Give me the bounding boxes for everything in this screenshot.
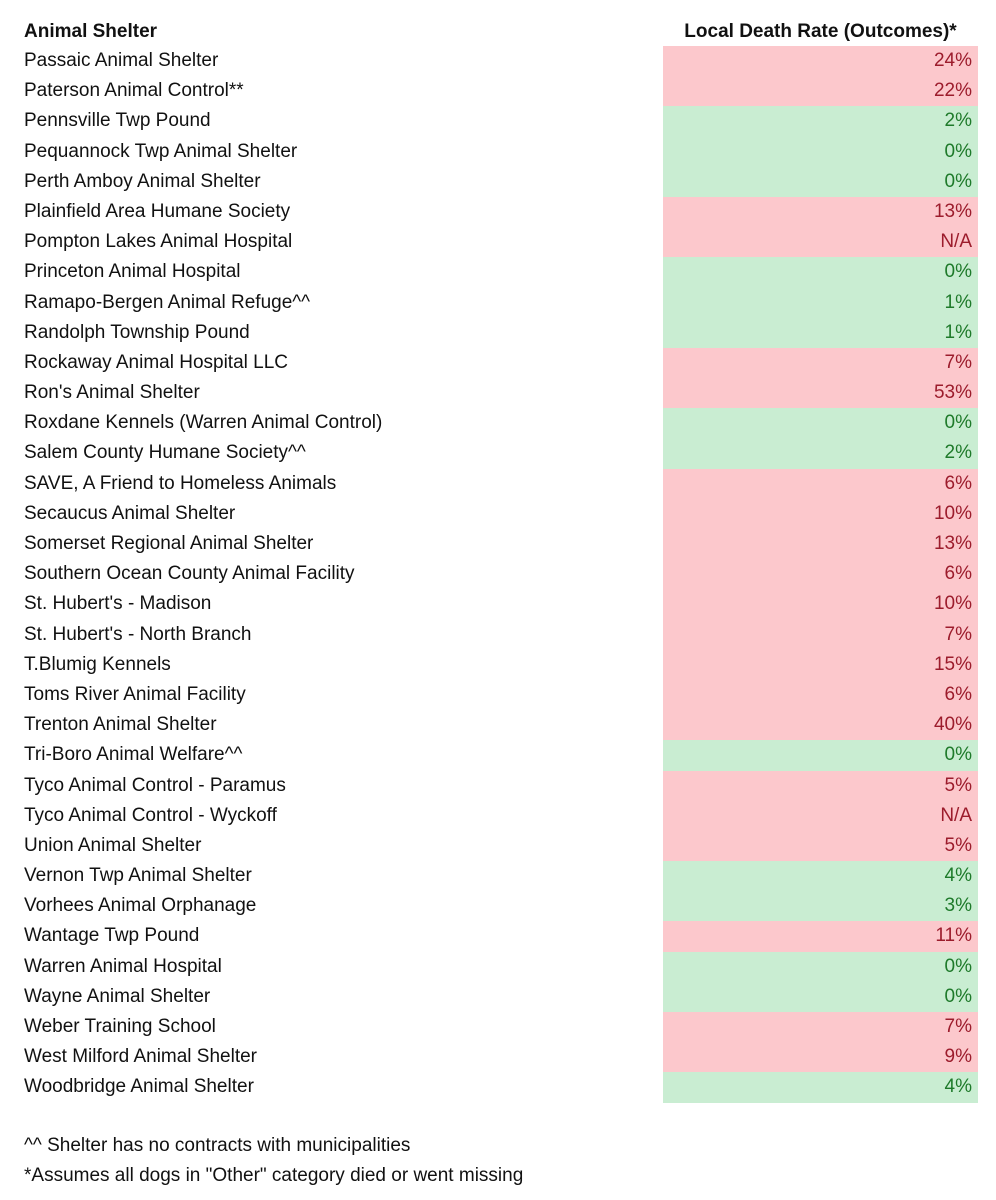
death-rate-cell: 4%: [663, 861, 978, 891]
shelter-name: West Milford Animal Shelter: [24, 1046, 258, 1068]
death-rate-cell: 40%: [663, 710, 978, 740]
death-rate-cell: 13%: [663, 529, 978, 559]
shelter-name: Somerset Regional Animal Shelter: [24, 533, 314, 554]
death-rate-cell: 15%: [663, 650, 978, 680]
shelter-name: Tri-Boro Animal Welfare^^: [24, 744, 243, 766]
shelter-name: Trenton Animal Shelter: [24, 714, 217, 736]
death-rate-cell: 10%: [663, 499, 978, 529]
column-header-animal-shelter: Animal Shelter: [24, 21, 158, 42]
shelter-name: Vernon Twp Animal Shelter: [24, 865, 252, 887]
table-row: [0, 318, 996, 348]
shelter-name: Randolph Township Pound: [24, 321, 250, 343]
table-row: [0, 46, 996, 76]
death-rate-cell: 0%: [663, 257, 978, 287]
shelter-name: Pennsville Twp Pound: [24, 110, 211, 132]
table-row: [0, 227, 996, 257]
death-rate-cell: 24%: [663, 46, 978, 76]
death-rate-cell: 7%: [663, 1012, 978, 1042]
shelter-name: Weber Training School: [24, 1016, 216, 1037]
death-rate-cell: 0%: [663, 952, 978, 982]
footnote-other-category: *Assumes all dogs in "Other" category died or went missing: [24, 1165, 524, 1186]
shelter-name: Roxdane Kennels (Warren Animal Control): [24, 412, 383, 434]
table-row: [0, 952, 996, 982]
shelter-name: Tyco Animal Control - Wyckoff: [24, 804, 277, 826]
table-row: [0, 438, 996, 468]
shelter-name: St. Hubert's - Madison: [24, 593, 212, 615]
death-rate-cell: 0%: [663, 137, 978, 167]
table-row: [0, 469, 996, 499]
death-rate-cell: 1%: [663, 318, 978, 348]
shelter-name: Secaucus Animal Shelter: [24, 502, 236, 524]
death-rate-cell: 11%: [663, 921, 978, 951]
death-rate-cell: 0%: [663, 740, 978, 770]
death-rate-cell: 10%: [663, 589, 978, 619]
table-row: [0, 348, 996, 378]
shelter-name: Southern Ocean County Animal Facility: [24, 563, 355, 585]
table-row: [0, 740, 996, 770]
shelter-name: Wantage Twp Pound: [24, 925, 200, 947]
shelter-name: Pompton Lakes Animal Hospital: [24, 231, 293, 253]
table-row: [0, 529, 996, 559]
death-rate-cell: 1%: [663, 288, 978, 318]
death-rate-cell: 6%: [663, 469, 978, 499]
table-row: [0, 589, 996, 619]
shelter-name: Rockaway Animal Hospital LLC: [24, 351, 289, 373]
death-rate-cell: 6%: [663, 559, 978, 589]
table-row: [0, 680, 996, 710]
shelter-name: Ron's Animal Shelter: [24, 382, 200, 404]
table-body: [0, 46, 996, 1103]
shelter-name: Paterson Animal Control**: [24, 80, 244, 102]
death-rate-cell: 7%: [663, 620, 978, 650]
table-row: [0, 408, 996, 438]
death-rate-cell: N/A: [663, 801, 978, 831]
table-row: [0, 831, 996, 861]
table-row: [0, 1042, 996, 1072]
table-row: [0, 76, 996, 106]
shelter-name: Warren Animal Hospital: [24, 955, 222, 977]
death-rate-cell: 5%: [663, 831, 978, 861]
table-row: [0, 288, 996, 318]
shelter-name: Union Animal Shelter: [24, 834, 202, 856]
table-row: [0, 167, 996, 197]
table-row: [0, 1012, 996, 1042]
death-rate-cell: 0%: [663, 167, 978, 197]
death-rate-cell: 22%: [663, 76, 978, 106]
shelter-name: Plainfield Area Humane Society: [24, 200, 291, 222]
death-rate-cell: 9%: [663, 1042, 978, 1072]
table-row: [0, 559, 996, 589]
shelter-name: T.Blumig Kennels: [24, 653, 171, 675]
table-row: [0, 257, 996, 287]
shelter-name: Toms River Animal Facility: [24, 683, 246, 705]
table-row: [0, 710, 996, 740]
shelter-name: St. Hubert's - North Branch: [24, 623, 252, 645]
death-rate-cell: 4%: [663, 1072, 978, 1102]
death-rate-cell: N/A: [663, 227, 978, 257]
table-row: [0, 982, 996, 1012]
death-rate-cell: 3%: [663, 891, 978, 921]
table-row: [0, 921, 996, 951]
table-row: [0, 197, 996, 227]
table-row: [0, 771, 996, 801]
shelter-name: Perth Amboy Animal Shelter: [24, 170, 261, 192]
table-row: [0, 1072, 996, 1102]
table-row: [0, 861, 996, 891]
shelter-name: Pequannock Twp Animal Shelter: [24, 140, 298, 162]
shelter-name: Salem County Humane Society^^: [24, 442, 306, 464]
death-rate-cell: 2%: [663, 106, 978, 136]
shelter-name: Wayne Animal Shelter: [24, 985, 211, 1007]
shelter-name: Ramapo-Bergen Animal Refuge^^: [24, 291, 311, 313]
death-rate-cell: 2%: [663, 438, 978, 468]
footnote-no-contracts: ^^ Shelter has no contracts with municipalities: [24, 1135, 411, 1156]
shelter-name: Passaic Animal Shelter: [24, 50, 219, 71]
shelter-name: Woodbridge Animal Shelter: [24, 1076, 254, 1098]
shelter-name: Princeton Animal Hospital: [24, 261, 241, 283]
shelter-name: SAVE, A Friend to Homeless Animals: [24, 472, 337, 494]
death-rate-cell: 13%: [663, 197, 978, 227]
shelter-name: Tyco Animal Control - Paramus: [24, 774, 286, 796]
table-row: [0, 891, 996, 921]
table-row: [0, 378, 996, 408]
death-rate-cell: 7%: [663, 348, 978, 378]
death-rate-cell: 6%: [663, 680, 978, 710]
death-rate-cell: 0%: [663, 982, 978, 1012]
table-row: [0, 106, 996, 136]
table-row: [0, 620, 996, 650]
column-header-local-death-rate: Local Death Rate (Outcomes)*: [684, 21, 957, 42]
death-rate-cell: 53%: [663, 378, 978, 408]
table-row: [0, 801, 996, 831]
table-row: [0, 650, 996, 680]
death-rate-cell: 5%: [663, 771, 978, 801]
death-rate-cell: 0%: [663, 408, 978, 438]
shelter-name: Vorhees Animal Orphanage: [24, 895, 257, 917]
table-row: [0, 137, 996, 167]
table-row: [0, 499, 996, 529]
